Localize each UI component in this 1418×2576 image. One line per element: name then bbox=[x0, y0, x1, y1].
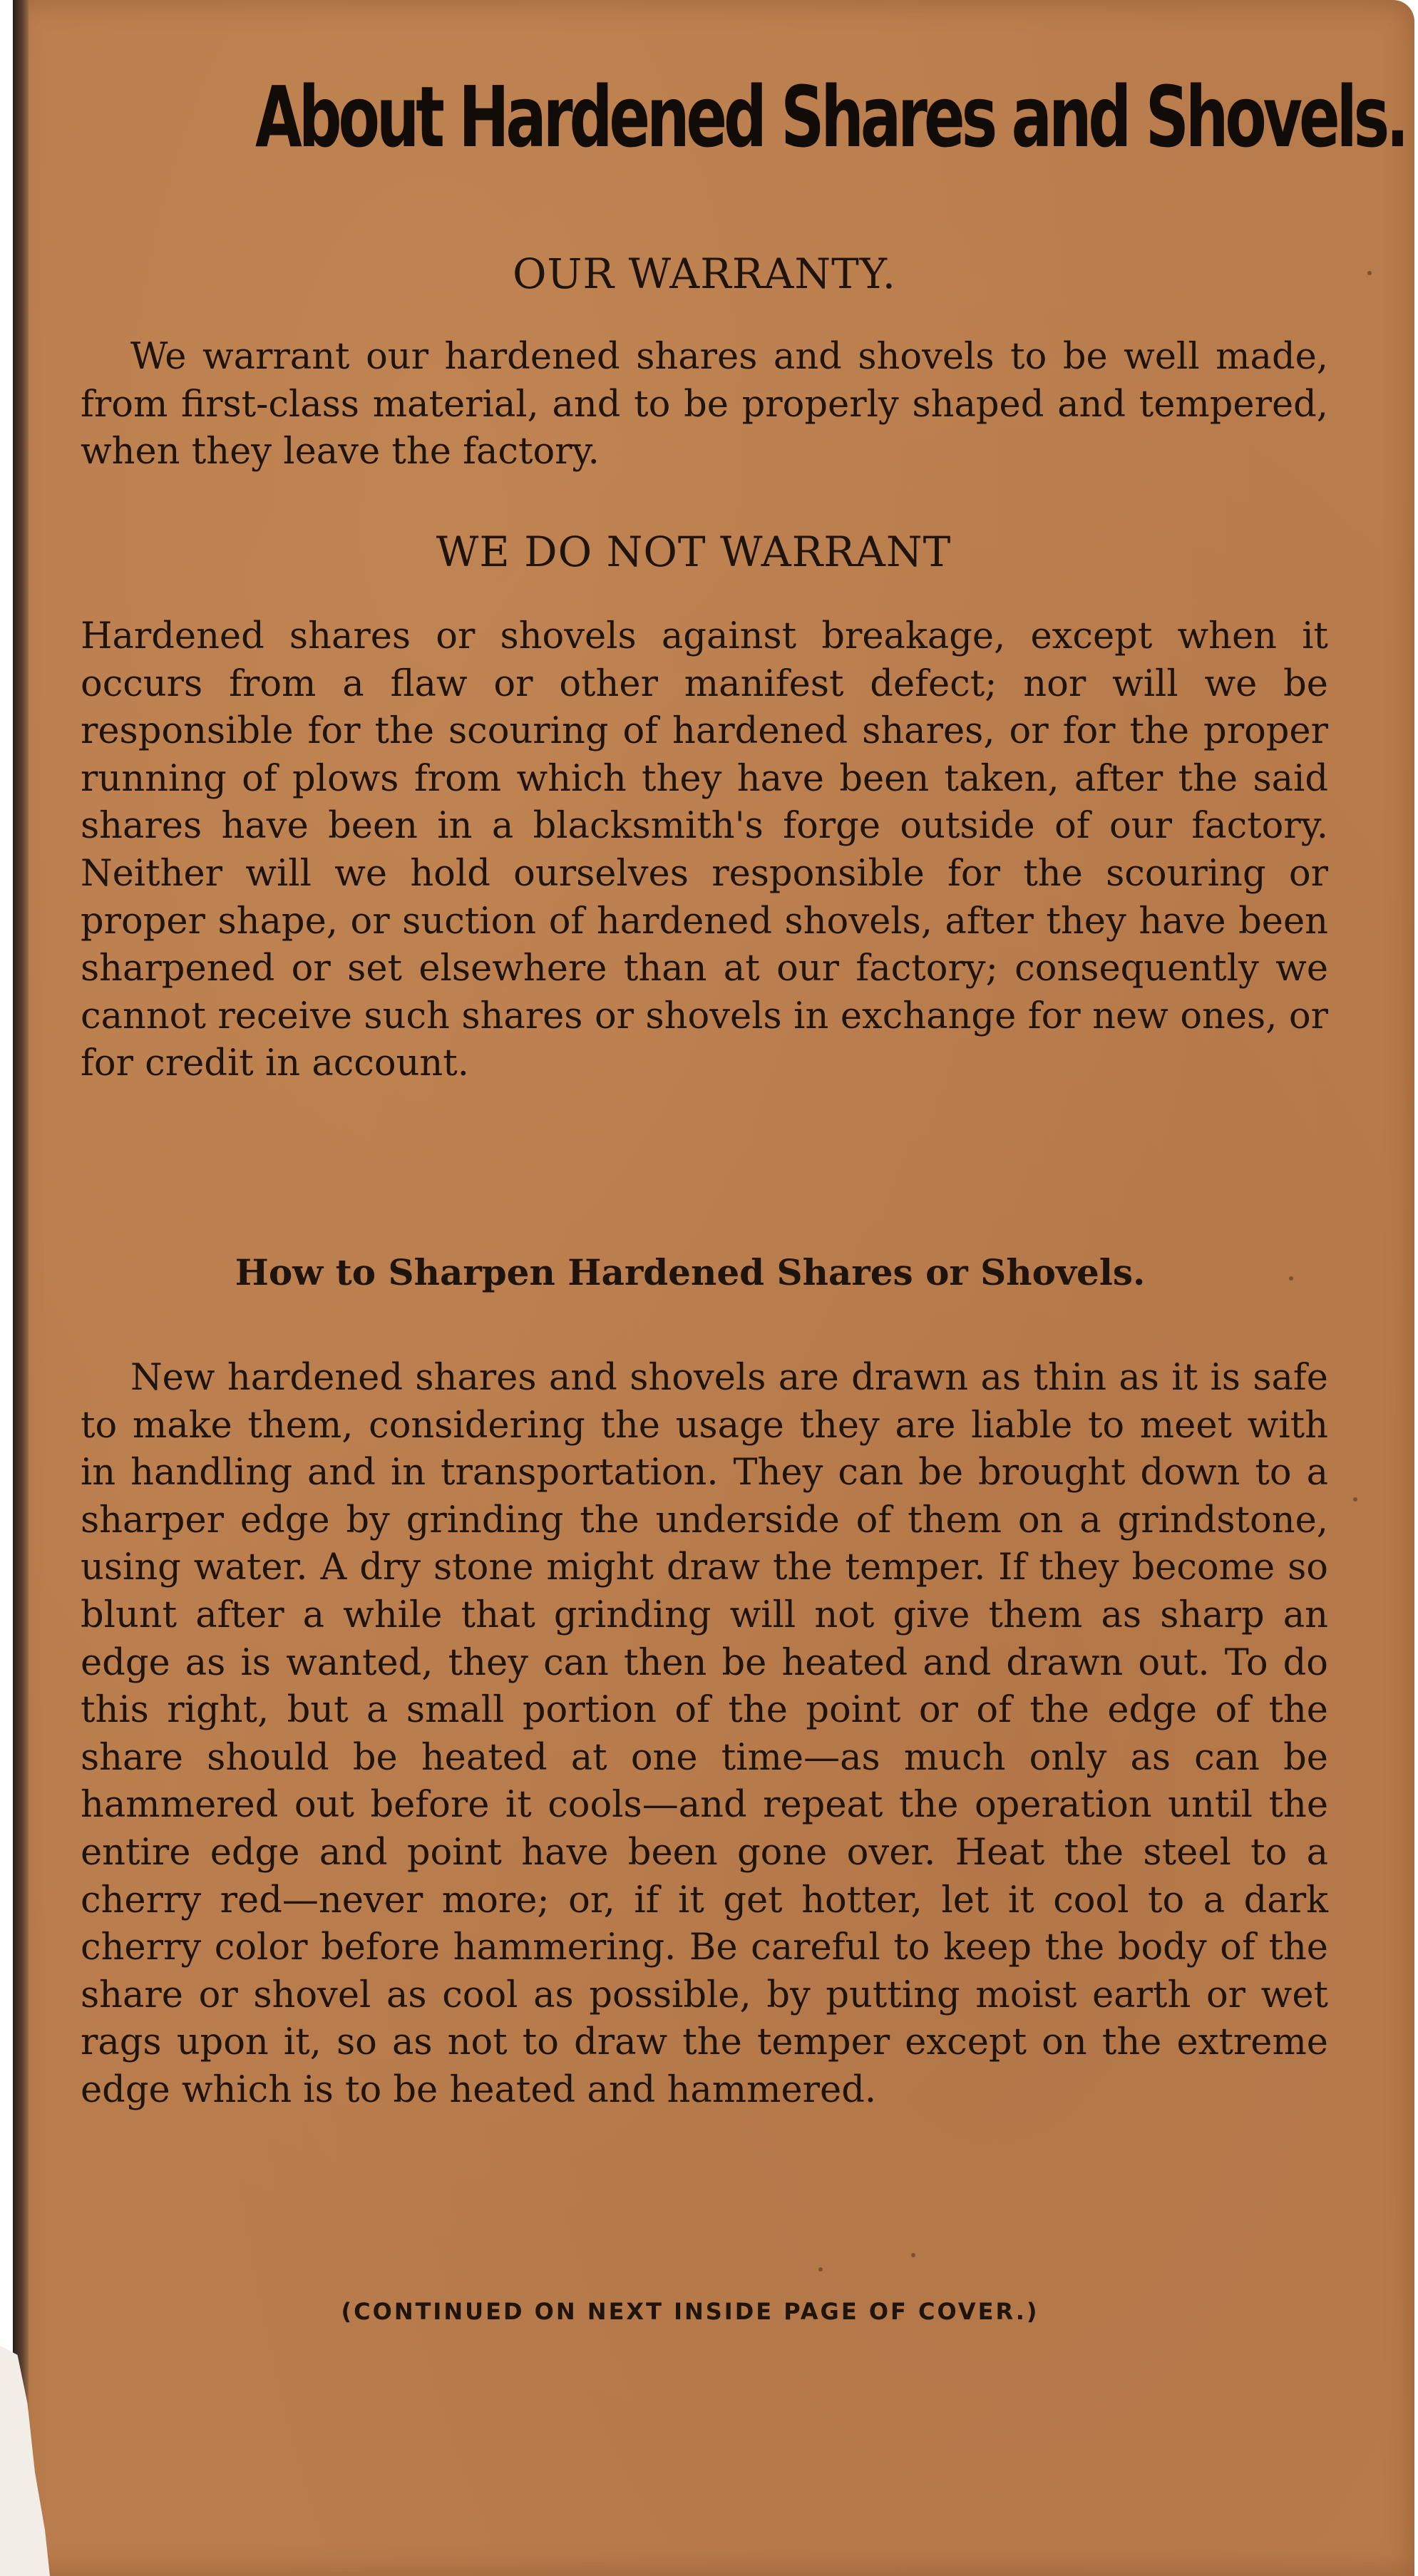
sharpen-paragraph: New hardened shares and shovels are drawn as thin as it is safe to make them, considering the usage they are liable to meet with in handling and in transportation. They can be brought down to a sharper edge by grinding the underside of them on a grindstone, using water. A dry stone might draw the temper. If they become so blunt after a while that grinding will not give them as sharp an edge as is wanted, they can then be heated and drawn out. To do this right, but a small portion of the point or of the edge of the share should be heated at one time—as much only as can be hammered out before it cools—and repeat the operation until the entire edge and point have been gone over. Heat the steel to a cherry red—never more; or, if it get hotter, let it cool to a dark cherry color before hammering. Be careful to keep the body of the share or shovel as cool as possible, by putting moist earth or wet rags upon it, so as not to draw the temper except on the extreme edge which is to be heated and hammered. bbox=[81, 1357, 1328, 2111]
continued-note: (CONTINUED ON NEXT INSIDE PAGE OF COVER.) bbox=[341, 2298, 1039, 2325]
paper-speck bbox=[1289, 1276, 1293, 1281]
not-warranty-heading: WE DO NOT WARRANT bbox=[436, 528, 952, 576]
paper-speck bbox=[1367, 271, 1372, 275]
sharpen-heading: How to Sharpen Hardened Shares or Shovels. bbox=[235, 1251, 1146, 1293]
warranty-heading: OUR WARRANTY. bbox=[512, 250, 897, 298]
paper-speck bbox=[818, 2267, 823, 2272]
not-warranty-paragraph: Hardened shares or shovels against breakage, except when it occurs from a flaw or other manifest defect; nor will we be responsible for the scouring of hardened shares, or for the proper running of plows from which they have been taken, after the said shares have been in a blacksmith's forge outside of our factory. Neither will we hold ourselves responsible for the scouring or proper shape, or suction of hardened shovels, after they have been sharpened or set elsewhere than at our factory; consequently we cannot receive such shares or shovels in exchange for new ones, or for credit in account. bbox=[81, 615, 1328, 1085]
document-page bbox=[13, 0, 1414, 2576]
paper-speck bbox=[911, 2253, 915, 2257]
warranty-paragraph: We warrant our hardened shares and shovels to be well made, from first-class material, and to be properly shaped and tempered, when they leave the factory. bbox=[81, 336, 1328, 473]
paper-speck bbox=[1353, 1497, 1357, 1502]
page-content bbox=[81, 68, 1406, 2325]
page-title: About Hardened Shares and Shovels. bbox=[255, 68, 1406, 166]
binding-edge bbox=[13, 0, 29, 2576]
